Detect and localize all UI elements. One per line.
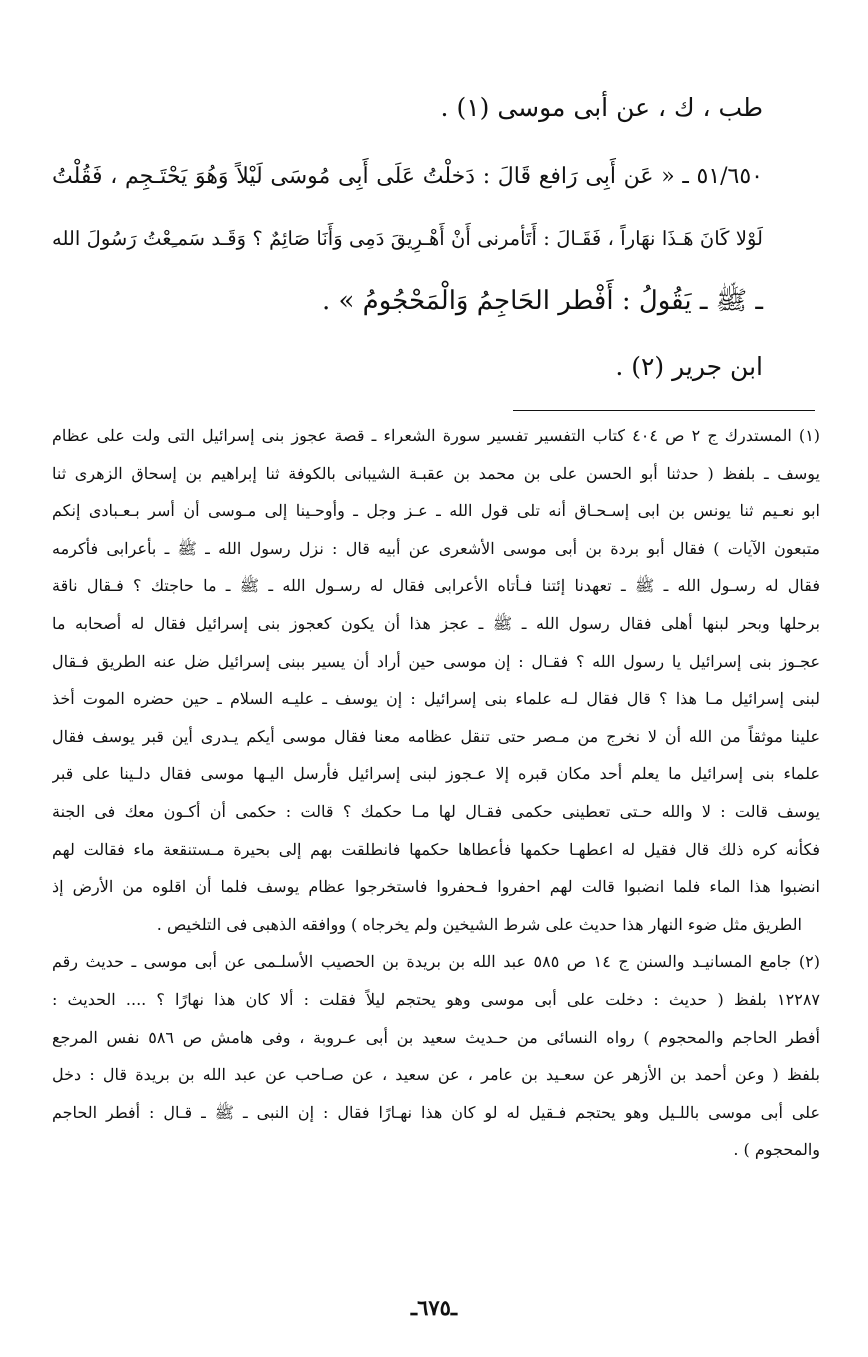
footnote-line: متبعون الآيات ) فقال أبو بردة بن أبى موسى الأشعرى عن أبيه قال : نزل رسول الله ـ ﷺ ـ بأعرابى فأكرمه [52,538,820,558]
footnote-line: يوسف ـ بلفظ ( حدثنا أبو الحسن على بن محمد بن عقبـة الشيبانى بالكوفة ثنا إبراهيم بن إسحاق الزهرى ثنا [52,463,820,483]
footnote-line: (٢) جامع المسانيـد والسنن ج ١٤ ص ٥٨٥ عبد الله بن بريدة بن الحصيب الأسلـمى عن أبى موسى ـ حديث رقم [52,952,820,972]
footnote-line: يوسف قالت : لا والله حـتى تعطينى حكمى فقـال لها مـا حكمك ؟ قالت : حكمى أن أكـون معك فى الجنة [52,801,820,821]
footnote-line: بلفظ ( وعن أحمد بن الأزهر عن سعـيد بن عامر ، عن سعيد ، عن صـاحب عن عبد الله بن بريدة قال : دخل [52,1065,820,1085]
footnote-1 [52,421,820,947]
source-line: طب ، ك ، عن أبى موسى (١) . [440,93,763,122]
footnote-line: علينا موثقاً من الله أن لا نخرج من مـصر حتى تنقل عظامه معنا فقال موسى أيكم يـدرى أين قبر يوسف فقال [52,726,820,746]
footnote-line: الطريق مثل ضوء النهار هذا حديث على شرط الشيخين ولم يخرجاه ) ووافقه الذهبى فى التلخيص . [156,914,802,934]
page-number: ـ٦٧٥ـ [410,1295,458,1320]
footnote-line: (١) المستدرك ج ٢ ص ٤٠٤ كتاب التفسير تفسير سورة الشعراء ـ قصة عجوز بنى إسرائيل التى ولت على عظام [52,426,820,445]
footnote-line: أفطر الحاجم والمحجوم ) رواه النسائى من حـديث سعيد بن أبى عـروبة ، وفى هامش ص ٥٨٦ نفس المرجع [52,1027,820,1047]
footnote-line: ابو نعـيم ثنا يونس بن ابى إسـحـاق أنه تلى قول الله ـ عـز وجل ـ وأوحـينا إلى مـوسى أن أسر بـعـبادى إنكم [52,501,820,521]
footnote-line: ١٢٢٨٧ بلفظ ( حديث : دخلت على أبى موسى وهو يحتجم ليلاً فقلت : ألا كان هذا نهارًا ؟ .... الحديث : [52,989,820,1009]
hadith-line: ٥١/٦٥٠ ـ « عَن أَبِى رَافع قَالَ : دَخلْتُ عَلَى أَبِى مُوسَى لَيْلاً وَهُوَ يَحْتَـجِم ، فَقُلْتُ [52,164,763,189]
footnote-line: عجـوز بنى إسرائيل يا رسول الله ؟ فقـال : إن موسى حين أراد أن يسير ببنى إسرائيل ضل عنه الطريق فـقال [52,651,820,671]
footnote-line: على أبى موسى باللـيل وهو يحتجم فـقيل له لو كان هذا نهـارًا فقال : إن النبى ـ ﷺ ـ قـال : أفطر الحاجم [52,1102,820,1122]
footnote-line: انضبوا هذا الماء فلما انضبوا قالت لهم احفروا فـحفروا فاستخرجوا عظام يوسف فلما أن اقلوه من الأرض إذ [52,877,820,897]
footnote-line: برحلها وبحر لبنها أهلى فقال رسول الله ـ ﷺ ـ عجز هذا أن يكون كعجوز بنى إسرائيل فقال له أصحابه ما [52,613,820,633]
hadith-text [52,157,763,343]
footnote-2 [52,947,820,1173]
hadith-line: ـ ﷺ ـ يَقُولُ : أَفْطر الحَاجِمُ وَالْمَحْجُومُ » . [321,286,763,316]
footnote-line: لبنى إسرائيل مـا هذا ؟ قال فقال لـه علماء بنى إسرائيل : إن يوسف ـ عليـه السلام ـ حين حضره الموت أخذ [52,689,820,709]
footnote-divider [513,410,815,411]
attribution-line: ابن جرير (٢) . [615,352,763,381]
footnote-line: فكأنه كره ذلك قال فقيل له اعطهـا حكمها فأعطاها حكمها فانطلقت بهم إلى بحيرة مـستنقعة ماء فقالت لهم [52,839,820,859]
hadith-line: لَوْلا كَانَ هَـذَا نهَاراً ، فَقَـالَ : أَتَأمرنى أَنْ أَهْـرِيقَ دَمِى وَأَنَا صَائِمٌ ؟ وَقَـد سَمـِعْتُ رَسُولَ الله [52,227,763,250]
footnote-line: فقال له رسـول الله ـ ﷺ ـ تعهدنا إئتنا فـأتاه الأعرابى فقال له رسـول الله ـ ﷺ ـ ما حاجتك ؟ فـقال ناقة [52,576,820,596]
footnote-line: علماء بنى إسرائيل ما يعلم أحد مكان قبره إلا عـجوز لبنى إسرائيل فأرسل اليـها موسى فقال دلـينا على قبر [52,764,820,784]
footnotes [52,421,820,1173]
footnote-line: والمحجوم ) . [733,1140,820,1160]
